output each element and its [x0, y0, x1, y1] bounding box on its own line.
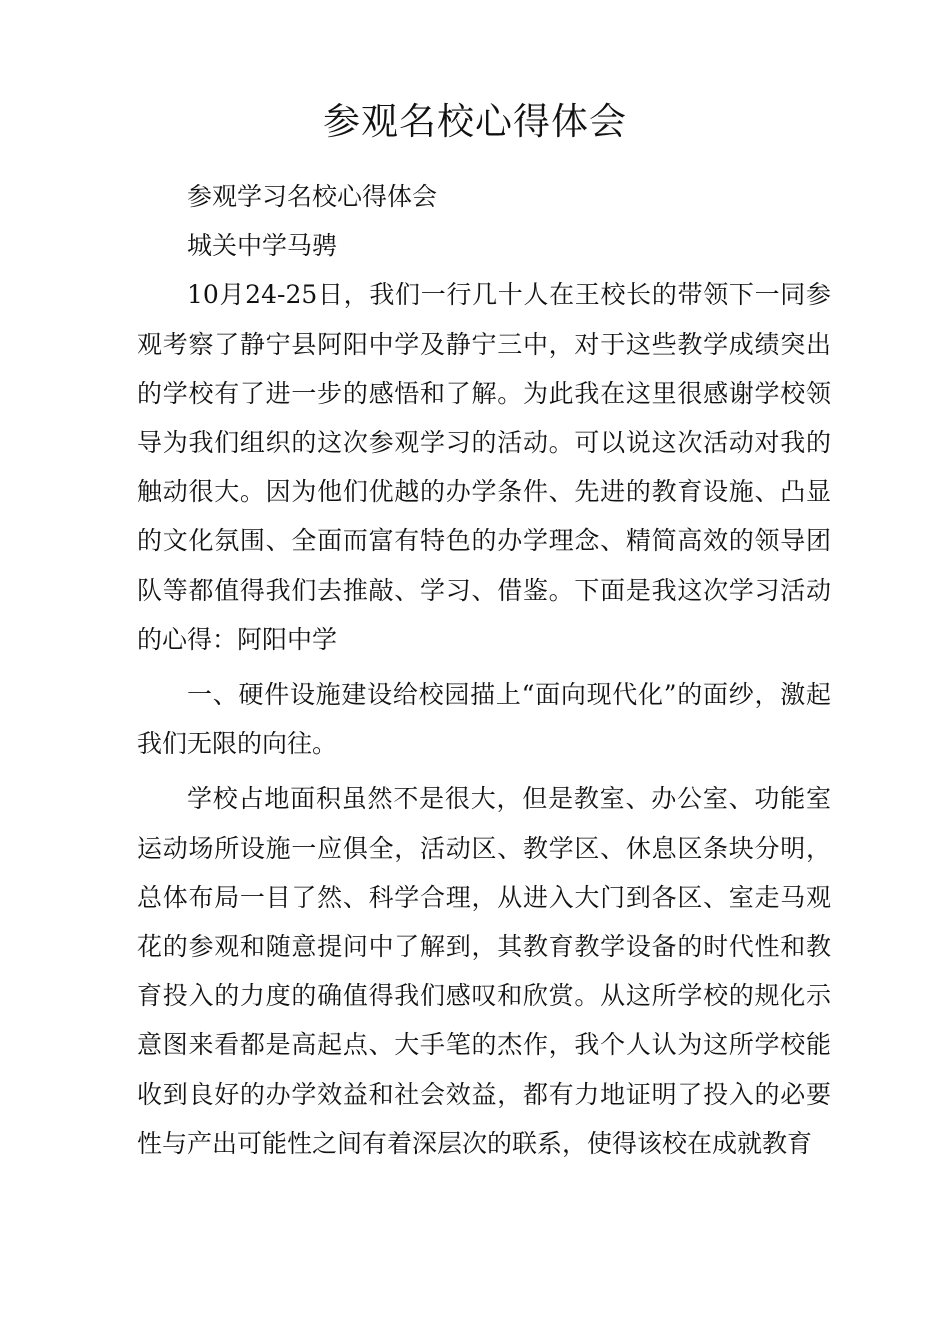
body-paragraph: 学校占地面积虽然不是很大，但是教室、办公室、功能室运动场所设施一应俱全，活动区、教学区、休息区条块分明，总体布局一目了然、科学合理，从进入大门到各区、室走马观花的参观和随意提问中了解到，其教育教学设备的时代性和教育投入的力度的确值得我们感叹和欣赏。从这所学校的规化示意图来看都是高起点、大手笔的杰作，我个人认为这所学校能收到良好的办学效益和社会效益，都有力地证明了投入的必要性与产出可能性之间有着深层次的联系，使得该校在成就教育 [137, 784, 831, 1158]
author-paragraph: 城关中学马骋 [187, 231, 338, 261]
document-body [137, 172, 831, 1168]
section-heading-paragraph: 一、硬件设施建设给校园描上“面向现代化”的面纱，激起我们无限的向往。 [137, 680, 831, 759]
subtitle-paragraph: 参观学习名校心得体会 [187, 182, 438, 211]
document-title: 参观名校心得体会 [323, 100, 627, 143]
intro-paragraph: 10月24-25日，我们一行几十人在王校长的带领下一同参观考察了静宁县阿阳中学及静宁三中，对于这些教学成绩突出的学校有了进一步的感悟和了解。为此我在这里很感谢学校领导为我们组织的这次参观学习的活动。可以说这次活动对我的触动很大。因为他们优越的办学条件、先进的教育设施、凸显的文化氛围、全面而富有特色的办学理念、精简高效的领导团队等都值得我们去推敲、学习、借鉴。下面是我这次学习活动的心得：阿阳中学 [137, 280, 831, 654]
